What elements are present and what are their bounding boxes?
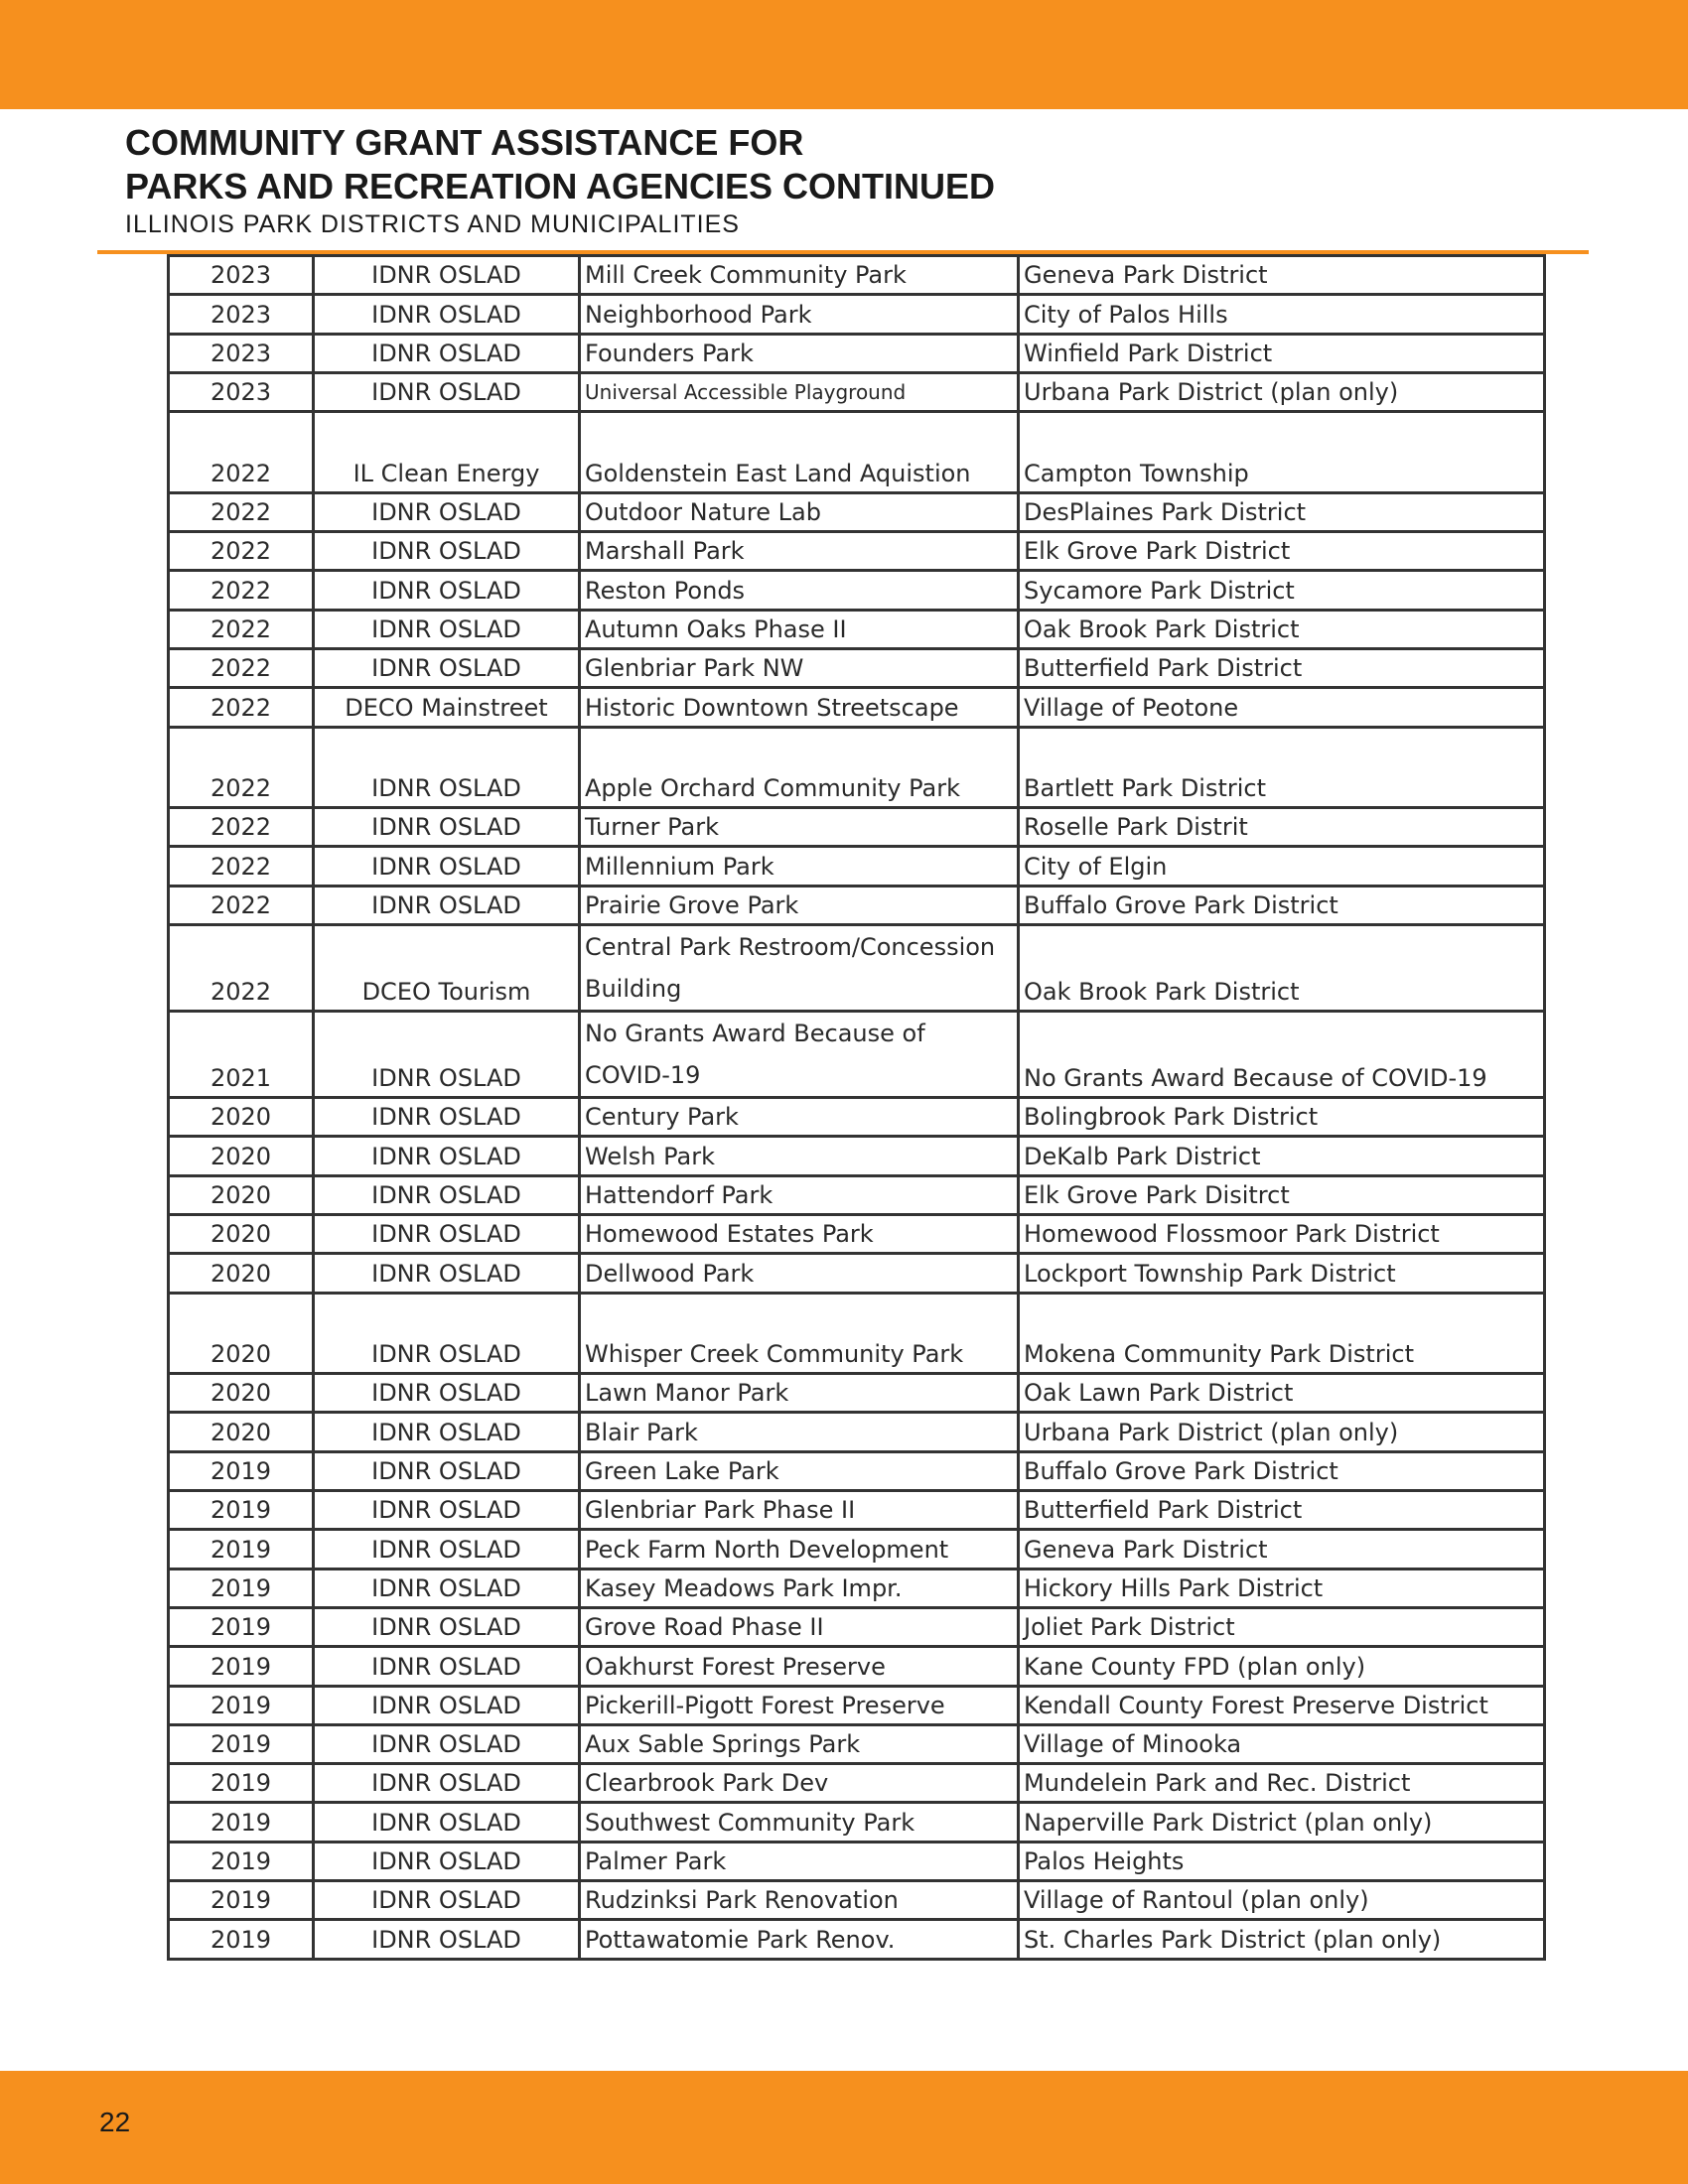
year-cell: 2019 — [169, 1647, 314, 1686]
table-row — [169, 1803, 1545, 1842]
table-row — [169, 1413, 1545, 1451]
year-cell: 2023 — [169, 334, 314, 372]
recipient-cell: Palos Heights — [1019, 1842, 1545, 1880]
project-cell: Lawn Manor Park — [580, 1374, 1019, 1413]
project-cell: Prairie Grove Park — [580, 886, 1019, 924]
table-row — [169, 532, 1545, 571]
recipient-cell: Hickory Hills Park District — [1019, 1569, 1545, 1607]
recipient-cell: Elk Grove Park District — [1019, 532, 1545, 571]
recipient-cell: Lockport Township Park District — [1019, 1254, 1545, 1293]
year-cell: 2022 — [169, 492, 314, 531]
program-cell: IDNR OSLAD — [314, 1451, 580, 1490]
project-cell: Outdoor Nature Lab — [580, 492, 1019, 531]
project-cell: Grove Road Phase II — [580, 1607, 1019, 1646]
table-row — [169, 1491, 1545, 1530]
table-row — [169, 1530, 1545, 1569]
project-cell: Mill Creek Community Park — [580, 256, 1019, 295]
program-cell: IDNR OSLAD — [314, 1214, 580, 1253]
table-row — [169, 1012, 1545, 1098]
table-row — [169, 925, 1545, 1012]
year-cell: 2020 — [169, 1137, 314, 1175]
table-row — [169, 1647, 1545, 1686]
project-cell: Founders Park — [580, 334, 1019, 372]
grant-table-body — [169, 256, 1545, 1960]
table-row — [169, 492, 1545, 531]
table-row — [169, 1764, 1545, 1803]
year-cell: 2020 — [169, 1214, 314, 1253]
recipient-cell: City of Palos Hills — [1019, 295, 1545, 334]
recipient-cell: Urbana Park District (plan only) — [1019, 372, 1545, 411]
year-cell: 2019 — [169, 1530, 314, 1569]
project-cell: Goldenstein East Land Aquistion — [580, 412, 1019, 493]
page-number: 22 — [99, 2107, 131, 2137]
year-cell: 2019 — [169, 1803, 314, 1842]
project-cell: Hattendorf Park — [580, 1175, 1019, 1214]
recipient-cell: Mundelein Park and Rec. District — [1019, 1764, 1545, 1803]
program-cell: IDNR OSLAD — [314, 334, 580, 372]
recipient-cell: Oak Brook Park District — [1019, 925, 1545, 1012]
year-cell: 2019 — [169, 1569, 314, 1607]
recipient-cell: Bolingbrook Park District — [1019, 1098, 1545, 1137]
table-row — [169, 1724, 1545, 1763]
program-cell: IDNR OSLAD — [314, 492, 580, 531]
year-cell: 2022 — [169, 571, 314, 610]
recipient-cell: City of Elgin — [1019, 847, 1545, 886]
project-cell: Reston Ponds — [580, 571, 1019, 610]
recipient-cell: Joliet Park District — [1019, 1607, 1545, 1646]
year-cell: 2022 — [169, 925, 314, 1012]
project-cell: Homewood Estates Park — [580, 1214, 1019, 1253]
table-row — [169, 1175, 1545, 1214]
year-cell: 2019 — [169, 1880, 314, 1919]
table-row — [169, 610, 1545, 648]
recipient-cell: Buffalo Grove Park District — [1019, 1451, 1545, 1490]
project-cell: Oakhurst Forest Preserve — [580, 1647, 1019, 1686]
table-row — [169, 1686, 1545, 1724]
year-cell: 2019 — [169, 1607, 314, 1646]
project-cell: Peck Farm North Development — [580, 1530, 1019, 1569]
project-cell: Neighborhood Park — [580, 295, 1019, 334]
year-cell: 2023 — [169, 295, 314, 334]
page-title — [125, 121, 1565, 208]
project-cell: Rudzinksi Park Renovation — [580, 1880, 1019, 1919]
program-cell: IDNR OSLAD — [314, 886, 580, 924]
recipient-cell: Butterfield Park District — [1019, 1491, 1545, 1530]
program-cell: IDNR OSLAD — [314, 727, 580, 808]
year-cell: 2022 — [169, 648, 314, 687]
table-row — [169, 1569, 1545, 1607]
table-row — [169, 295, 1545, 334]
table-row — [169, 727, 1545, 808]
program-cell: IDNR OSLAD — [314, 1137, 580, 1175]
page-title-line-2: PARKS AND RECREATION AGENCIES CONTINUED — [125, 166, 996, 206]
project-cell: Blair Park — [580, 1413, 1019, 1451]
year-cell: 2019 — [169, 1764, 314, 1803]
table-row — [169, 1880, 1545, 1919]
project-cell: Dellwood Park — [580, 1254, 1019, 1293]
project-cell: Kasey Meadows Park Impr. — [580, 1569, 1019, 1607]
project-cell: Whisper Creek Community Park — [580, 1293, 1019, 1374]
year-cell: 2022 — [169, 688, 314, 727]
year-cell: 2022 — [169, 727, 314, 808]
recipient-cell: Oak Lawn Park District — [1019, 1374, 1545, 1413]
program-cell: IDNR OSLAD — [314, 808, 580, 847]
program-cell: IDNR OSLAD — [314, 1254, 580, 1293]
program-cell: IDNR OSLAD — [314, 1175, 580, 1214]
page-subtitle: ILLINOIS PARK DISTRICTS AND MUNICIPALITIES — [125, 210, 740, 238]
table-row — [169, 1374, 1545, 1413]
program-cell: IDNR OSLAD — [314, 1530, 580, 1569]
program-cell: IDNR OSLAD — [314, 1647, 580, 1686]
year-cell: 2022 — [169, 886, 314, 924]
table-row — [169, 1214, 1545, 1253]
program-cell: IDNR OSLAD — [314, 372, 580, 411]
recipient-cell: Urbana Park District (plan only) — [1019, 1413, 1545, 1451]
table-row — [169, 334, 1545, 372]
program-cell: IDNR OSLAD — [314, 1724, 580, 1763]
table-row — [169, 372, 1545, 411]
recipient-cell: Village of Minooka — [1019, 1724, 1545, 1763]
table-row — [169, 688, 1545, 727]
year-cell: 2022 — [169, 610, 314, 648]
project-cell: Turner Park — [580, 808, 1019, 847]
project-cell: Apple Orchard Community Park — [580, 727, 1019, 808]
recipient-cell: Butterfield Park District — [1019, 648, 1545, 687]
recipient-cell: St. Charles Park District (plan only) — [1019, 1920, 1545, 1959]
table-row — [169, 886, 1545, 924]
project-cell: Universal Accessible Playground — [580, 372, 1019, 411]
table-row — [169, 1920, 1545, 1959]
table-row — [169, 1293, 1545, 1374]
recipient-cell: Bartlett Park District — [1019, 727, 1545, 808]
program-cell: IDNR OSLAD — [314, 1491, 580, 1530]
project-cell: Welsh Park — [580, 1137, 1019, 1175]
table-row — [169, 648, 1545, 687]
program-cell: IDNR OSLAD — [314, 571, 580, 610]
year-cell: 2023 — [169, 256, 314, 295]
program-cell: DECO Mainstreet — [314, 688, 580, 727]
recipient-cell: Oak Brook Park District — [1019, 610, 1545, 648]
recipient-cell: Campton Township — [1019, 412, 1545, 493]
table-row — [169, 1137, 1545, 1175]
year-cell: 2019 — [169, 1686, 314, 1724]
recipient-cell: Elk Grove Park Disitrct — [1019, 1175, 1545, 1214]
program-cell: IL Clean Energy — [314, 412, 580, 493]
program-cell: IDNR OSLAD — [314, 1764, 580, 1803]
year-cell: 2020 — [169, 1098, 314, 1137]
table-row — [169, 256, 1545, 295]
year-cell: 2019 — [169, 1451, 314, 1490]
program-cell: IDNR OSLAD — [314, 1569, 580, 1607]
year-cell: 2019 — [169, 1724, 314, 1763]
recipient-cell: Winfield Park District — [1019, 334, 1545, 372]
project-cell: Autumn Oaks Phase II — [580, 610, 1019, 648]
table-row — [169, 808, 1545, 847]
table-row — [169, 1451, 1545, 1490]
year-cell: 2020 — [169, 1413, 314, 1451]
year-cell: 2022 — [169, 532, 314, 571]
recipient-cell: Geneva Park District — [1019, 1530, 1545, 1569]
recipient-cell: Buffalo Grove Park District — [1019, 886, 1545, 924]
project-cell: Pottawatomie Park Renov. — [580, 1920, 1019, 1959]
project-cell: Marshall Park — [580, 532, 1019, 571]
page-header — [125, 121, 1565, 238]
program-cell: IDNR OSLAD — [314, 1413, 580, 1451]
recipient-cell: Homewood Flossmoor Park District — [1019, 1214, 1545, 1253]
program-cell: IDNR OSLAD — [314, 1012, 580, 1098]
bottom-orange-band — [0, 2071, 1688, 2184]
project-cell: Century Park — [580, 1098, 1019, 1137]
grant-table-container — [167, 254, 1543, 1961]
project-cell: Central Park Restroom/Concession Building — [580, 925, 1019, 1012]
year-cell: 2020 — [169, 1374, 314, 1413]
program-cell: IDNR OSLAD — [314, 1842, 580, 1880]
year-cell: 2019 — [169, 1920, 314, 1959]
recipient-cell: Village of Rantoul (plan only) — [1019, 1880, 1545, 1919]
year-cell: 2022 — [169, 808, 314, 847]
program-cell: IDNR OSLAD — [314, 1686, 580, 1724]
year-cell: 2020 — [169, 1293, 314, 1374]
recipient-cell: DesPlaines Park District — [1019, 492, 1545, 531]
recipient-cell: Naperville Park District (plan only) — [1019, 1803, 1545, 1842]
program-cell: IDNR OSLAD — [314, 610, 580, 648]
table-row — [169, 1607, 1545, 1646]
grant-table — [167, 254, 1546, 1961]
program-cell: IDNR OSLAD — [314, 1374, 580, 1413]
project-cell: Millennium Park — [580, 847, 1019, 886]
table-row — [169, 1254, 1545, 1293]
program-cell: IDNR OSLAD — [314, 648, 580, 687]
year-cell: 2019 — [169, 1842, 314, 1880]
year-cell: 2020 — [169, 1254, 314, 1293]
year-cell: 2023 — [169, 372, 314, 411]
project-cell: Aux Sable Springs Park — [580, 1724, 1019, 1763]
project-cell: Glenbriar Park Phase II — [580, 1491, 1019, 1530]
project-cell: Clearbrook Park Dev — [580, 1764, 1019, 1803]
year-cell: 2020 — [169, 1175, 314, 1214]
page-title-line-1: COMMUNITY GRANT ASSISTANCE FOR — [125, 122, 804, 163]
year-cell: 2019 — [169, 1491, 314, 1530]
project-cell: Southwest Community Park — [580, 1803, 1019, 1842]
recipient-cell: Geneva Park District — [1019, 256, 1545, 295]
year-cell: 2022 — [169, 412, 314, 493]
table-row — [169, 1098, 1545, 1137]
program-cell: IDNR OSLAD — [314, 295, 580, 334]
top-orange-band — [0, 0, 1688, 109]
recipient-cell: DeKalb Park District — [1019, 1137, 1545, 1175]
program-cell: IDNR OSLAD — [314, 1293, 580, 1374]
project-cell: Glenbriar Park NW — [580, 648, 1019, 687]
table-row — [169, 1842, 1545, 1880]
year-cell: 2022 — [169, 847, 314, 886]
year-cell: 2021 — [169, 1012, 314, 1098]
program-cell: IDNR OSLAD — [314, 1880, 580, 1919]
table-row — [169, 571, 1545, 610]
program-cell: IDNR OSLAD — [314, 1607, 580, 1646]
recipient-cell: Roselle Park Distrit — [1019, 808, 1545, 847]
program-cell: IDNR OSLAD — [314, 256, 580, 295]
recipient-cell: Sycamore Park District — [1019, 571, 1545, 610]
project-cell: Green Lake Park — [580, 1451, 1019, 1490]
table-row — [169, 847, 1545, 886]
project-cell: Pickerill-Pigott Forest Preserve — [580, 1686, 1019, 1724]
recipient-cell: Kendall County Forest Preserve District — [1019, 1686, 1545, 1724]
table-row — [169, 412, 1545, 493]
program-cell: IDNR OSLAD — [314, 1803, 580, 1842]
recipient-cell: No Grants Award Because of COVID-19 — [1019, 1012, 1545, 1098]
recipient-cell: Mokena Community Park District — [1019, 1293, 1545, 1374]
program-cell: IDNR OSLAD — [314, 532, 580, 571]
program-cell: IDNR OSLAD — [314, 1920, 580, 1959]
program-cell: DCEO Tourism — [314, 925, 580, 1012]
recipient-cell: Village of Peotone — [1019, 688, 1545, 727]
project-cell: Historic Downtown Streetscape — [580, 688, 1019, 727]
program-cell: IDNR OSLAD — [314, 1098, 580, 1137]
project-cell: No Grants Award Because of COVID-19 — [580, 1012, 1019, 1098]
project-cell: Palmer Park — [580, 1842, 1019, 1880]
program-cell: IDNR OSLAD — [314, 847, 580, 886]
recipient-cell: Kane County FPD (plan only) — [1019, 1647, 1545, 1686]
